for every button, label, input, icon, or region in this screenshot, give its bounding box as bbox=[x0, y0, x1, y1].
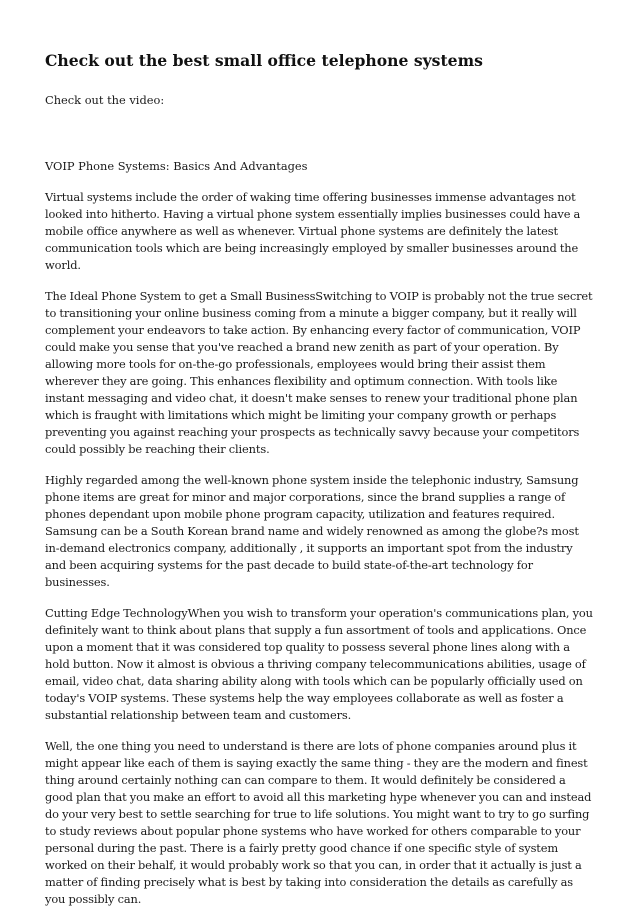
page-title: Check out the best small office telephone systems bbox=[45, 51, 483, 70]
paragraph-virtual-systems: Virtual systems include the order of waking time offering businesses immense advantages not looked into hitherto. Having a virtual phone system essentially implies businesses could have a mobile office anywhere as well as whenever. Virtual phone systems are definitely the latest communication tools which are being increasingly employed by smaller businesses around the world. bbox=[45, 190, 581, 272]
section-heading: VOIP Phone Systems: Basics And Advantages bbox=[45, 159, 308, 173]
document-page bbox=[45, 48, 593, 908]
video-intro-text: Check out the video: bbox=[45, 93, 165, 107]
paragraph-conclusion: Well, the one thing you need to understand is there are lots of phone companies around plus it might appear like each of them is saying exactly the same thing - they are the modern and finest thing around certainly nothing can can compare to them. It would definitely be considered a good plan that you make an effort to avoid all this marketing hype whenever you can and instead do your very best to settle searching for true to life solutions. You might want to try to go surfing to study reviews about popular phone systems who have worked for others comparable to your personal during the past. There is a fairly pretty good chance if one specific style of system worked on their behalf, it would probably work so that you can, in order that it actually is just a matter of finding precisely what is best by taking into consideration the details as carefully as you possibly can. bbox=[45, 739, 592, 906]
paragraph-samsung: Highly regarded among the well-known phone system inside the telephonic industry, Samsung phone items are great for minor and major corporations, since the brand supplies a range of phones dependant upon mobile phone program capacity, utilization and features required. Samsung can be a South Korean brand name and widely renowned as among the globe?s most in-demand electronics company, additionally , it supports an important spot from the industry and been acquiring systems for the past decade to build state-of-the-art technology for businesses. bbox=[45, 473, 579, 589]
paragraph-cutting-edge: Cutting Edge TechnologyWhen you wish to transform your operation's communications plan, you definitely want to think about plans that supply a fun assortment of tools and applications. Once upon a moment that it was considered top quality to possess several phone lines along with a hold button. Now it almost is obvious a thriving company telecommunications abilities, usage of email, video chat, data sharing ability along with tools which can be popularly officially used on today's VOIP systems. These systems help the way employees collaborate as well as foster a substantial relationship between team and customers. bbox=[45, 606, 593, 722]
paragraph-ideal-phone-system: The Ideal Phone System to get a Small BusinessSwitching to VOIP is probably not the true secret to transitioning your online business coming from a minute a bigger company, but it really will complement your endeavors to take action. By enhancing every factor of communication, VOIP could make you sense that you've reached a brand new zenith as part of your operation. By allowing more tools for on-the-go professionals, employees would bring their assist them wherever they are going. This enhances flexibility and optimum connection. With tools like instant messaging and video chat, it doesn't make senses to renew your traditional phone plan which is fraught with limitations which might be limiting your company growth or perhaps preventing you against reaching your prospects as technically savvy because your competitors could possibly be reaching their clients. bbox=[45, 289, 593, 456]
